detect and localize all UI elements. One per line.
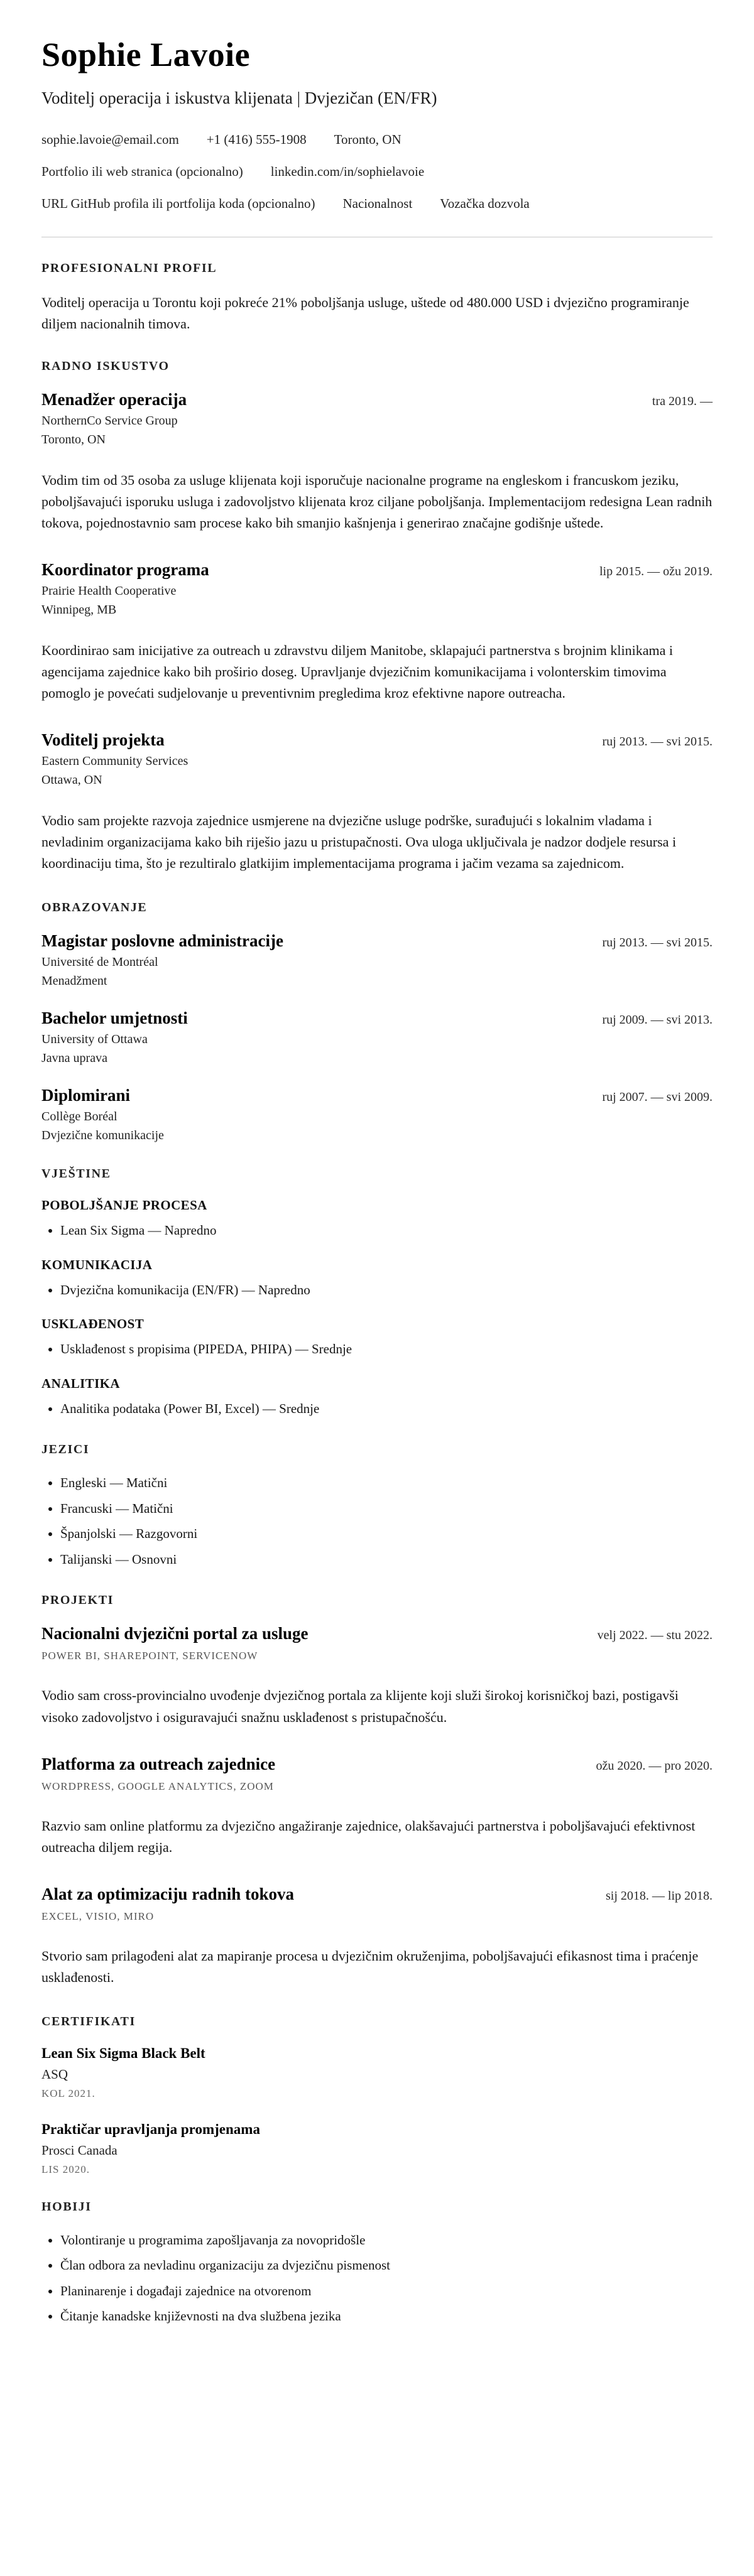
education-school: Collège Boréal <box>41 1110 117 1124</box>
education-dates: ruj 2013. — svi 2015. <box>602 936 713 950</box>
contact-row-3 <box>41 196 713 212</box>
education-degree: Magistar poslovne administracije <box>41 931 283 951</box>
project-entry-head <box>41 1755 713 1774</box>
certification-entry <box>41 2121 713 2176</box>
certification-title: Lean Six Sigma Black Belt <box>41 2045 205 2061</box>
language-item: • Francuski — Matični <box>60 1499 713 1519</box>
person-name: Sophie Lavoie <box>41 36 251 73</box>
contact-phone: +1 (416) 555-1908 <box>206 132 307 148</box>
skill-group <box>41 1376 713 1419</box>
language-item: • Španjolski — Razgovorni <box>60 1524 713 1544</box>
contact-github: URL GitHub profila ili portfolija koda (opcionalno) <box>41 196 315 212</box>
skill-list <box>41 1221 713 1241</box>
project-dates: ožu 2020. — pro 2020. <box>596 1758 713 1773</box>
contact-row-2 <box>41 164 713 180</box>
contact-driving-license: Vozačka dozvola <box>440 196 530 212</box>
skill-item: • Usklađenost s propisima (PIPEDA, PHIPA) — Srednje <box>60 1339 713 1360</box>
contact-linkedin: linkedin.com/in/sophielavoie <box>270 164 425 180</box>
education-school: Université de Montréal <box>41 955 158 970</box>
project-title: Nacionalni dvjezični portal za usluge <box>41 1624 309 1643</box>
section-heading-languages: JEZICI <box>41 1442 90 1457</box>
contact-location: Toronto, ON <box>334 132 402 148</box>
education-entry-head <box>41 1086 713 1105</box>
job-company: Prairie Health Cooperative <box>41 583 177 598</box>
project-dates: sij 2018. — lip 2018. <box>605 1888 713 1903</box>
education-dates: ruj 2009. — svi 2013. <box>602 1013 713 1027</box>
job-entry-head <box>41 390 713 409</box>
job-location: Toronto, ON <box>41 432 106 446</box>
job-title: Menadžer operacija <box>41 389 187 409</box>
contact-row-1 <box>41 132 713 148</box>
job-dates: ruj 2013. — svi 2015. <box>602 735 713 749</box>
section-profile <box>41 261 713 335</box>
certification-org: ASQ <box>41 2066 68 2082</box>
skill-list <box>41 1339 713 1360</box>
certification-entry <box>41 2045 713 2100</box>
job-entry-head <box>41 560 713 580</box>
section-certifications <box>41 2015 713 2176</box>
hobby-item: • Čitanje kanadske književnosti na dva službena jezika <box>60 2307 713 2327</box>
person-headline: Voditelj operacija i iskustva klijenata | Dvjezičan (EN/FR) <box>41 89 437 108</box>
profile-summary: Voditelj operacija u Torontu koji pokreće 21% poboljšanja usluge, uštede od 480.000 USD i dvjezično programiranje diljem nacionalnih timova. <box>41 295 689 332</box>
contact-nationality: Nacionalnost <box>342 196 413 212</box>
skill-group <box>41 1257 713 1301</box>
skill-list <box>41 1399 713 1419</box>
project-entry <box>41 1755 713 1858</box>
education-entry <box>41 931 713 988</box>
skill-item: • Dvjezična komunikacija (EN/FR) — Napredno <box>60 1280 713 1301</box>
section-heading-certifications: CERTIFIKATI <box>41 2014 136 2028</box>
job-entry <box>41 390 713 534</box>
section-experience <box>41 359 713 875</box>
job-title: Koordinator programa <box>41 560 209 579</box>
job-entry <box>41 560 713 704</box>
language-item: • Talijanski — Osnovni <box>60 1550 713 1570</box>
certification-date: KOL 2021. <box>41 2087 96 2099</box>
job-location: Winnipeg, MB <box>41 602 117 617</box>
job-description: Vodim tim od 35 osoba za usluge klijenata koji isporučuje nacionalne programe na engleskom i francuskom jeziku, poboljšavajući isporuku usluga i zadovoljstvo klijenata kroz ciljane poboljšanja. Implementacijom redesigna Lean radnih tokova, pojednostavnio sam procese kako bih smanjio kašnjenja i generirao značajne godišnje uštede. <box>41 472 713 531</box>
skill-group-name: USKLAĐENOST <box>41 1316 145 1332</box>
project-description: Stvorio sam prilagođeni alat za mapiranje procesa u dvjezičnim okruženjima, poboljšavajući efikasnost tima i praćenje usklađenosti. <box>41 1947 699 1985</box>
education-dates: ruj 2007. — svi 2009. <box>602 1090 713 1105</box>
section-heading-skills: VJEŠTINE <box>41 1167 111 1181</box>
job-location: Ottawa, ON <box>41 773 102 787</box>
hobby-item: • Član odbora za nevladinu organizaciju za dvjezičnu pismenost <box>60 2256 713 2276</box>
language-item: • Engleski — Matični <box>60 1473 713 1493</box>
job-company: NorthernCo Service Group <box>41 413 178 428</box>
job-dates: lip 2015. — ožu 2019. <box>599 564 713 578</box>
project-entry-head <box>41 1624 713 1643</box>
education-degree: Bachelor umjetnosti <box>41 1009 188 1028</box>
job-entry-head <box>41 730 713 750</box>
certification-title: Praktičar upravljanja promjenama <box>41 2121 260 2137</box>
project-description: Razvio sam online platformu za dvjezično angažiranje zajednice, olakšavajući partnerstva i poboljšavajući efektivnost outreacha diljem regija. <box>41 1817 696 1855</box>
education-degree: Diplomirani <box>41 1086 131 1105</box>
section-education <box>41 901 713 1143</box>
education-entry-head <box>41 1009 713 1028</box>
contact-portfolio: Portfolio ili web stranica (opcionalno) <box>41 164 243 180</box>
education-field: Dvjezične komunikacije <box>41 1128 164 1143</box>
project-description: Vodio sam cross-provincialno uvođenje dvjezičnog portala za klijente koji služi širokoj korisničkoj bazi, postigavši visoko zadovoljstvo i osiguravajući snažnu usklađenost s pristupačnošću. <box>41 1687 679 1725</box>
hobby-item: • Planinarenje i događaji zajednice na otvorenom <box>60 2281 713 2302</box>
certification-date: LIS 2020. <box>41 2163 90 2175</box>
education-field: Javna uprava <box>41 1051 107 1066</box>
project-tools: POWER BI, SHAREPOINT, SERVICENOW <box>41 1650 258 1662</box>
certification-org: Prosci Canada <box>41 2142 117 2158</box>
section-hobbies <box>41 2200 713 2327</box>
education-entry <box>41 1086 713 1143</box>
resume-header <box>41 36 713 237</box>
skill-group <box>41 1198 713 1241</box>
education-school: University of Ottawa <box>41 1032 148 1047</box>
language-list <box>41 1473 713 1569</box>
education-entry-head <box>41 931 713 951</box>
hobby-item: • Volontiranje u programima zapošljavanja za novopridošle <box>60 2231 713 2251</box>
contact-email: sophie.lavoie@email.com <box>41 132 179 148</box>
section-languages <box>41 1442 713 1569</box>
project-entry-head <box>41 1885 713 1904</box>
job-entry <box>41 730 713 874</box>
hobby-list <box>41 2231 713 2327</box>
section-heading-experience: RADNO ISKUSTVO <box>41 359 170 373</box>
project-entry <box>41 1624 713 1728</box>
skill-group-name: POBOLJŠANJE PROCESA <box>41 1198 207 1213</box>
project-tools: EXCEL, VISIO, MIRO <box>41 1910 155 1922</box>
project-tools: WORDPRESS, GOOGLE ANALYTICS, ZOOM <box>41 1780 274 1792</box>
education-field: Menadžment <box>41 974 107 988</box>
skill-item: • Analitika podataka (Power BI, Excel) — Srednje <box>60 1399 713 1419</box>
job-company: Eastern Community Services <box>41 754 188 769</box>
section-heading-hobbies: HOBIJI <box>41 2199 92 2214</box>
skill-group <box>41 1316 713 1360</box>
section-heading-profile: PROFESIONALNI PROFIL <box>41 261 217 276</box>
project-title: Alat za optimizaciju radnih tokova <box>41 1884 294 1903</box>
section-skills <box>41 1167 713 1419</box>
skill-group-name: ANALITIKA <box>41 1375 120 1391</box>
education-entry <box>41 1009 713 1066</box>
section-heading-projects: PROJEKTI <box>41 1593 114 1608</box>
project-dates: velj 2022. — stu 2022. <box>597 1628 713 1643</box>
project-entry <box>41 1885 713 1988</box>
skill-item: • Lean Six Sigma — Napredno <box>60 1221 713 1241</box>
skill-group-name: KOMUNIKACIJA <box>41 1257 153 1272</box>
job-description: Vodio sam projekte razvoja zajednice usmjerene na dvjezične usluge podrške, surađujući s lokalnim vladama i nevladinim organizacijama kako bih riješio jazu u pristupačnosti. Ova uloga uključivala je nadzor dodjele resursa i koordinaciju tima, što je rezultiralo glatkijim implementacijama programa i jačim vezama sa zajednicom. <box>41 813 677 872</box>
skill-list <box>41 1280 713 1301</box>
section-projects <box>41 1593 713 1988</box>
job-description: Koordinirao sam inicijative za outreach u zdravstvu diljem Manitobe, sklapajući partnerstva s brojnim klinikama i agencijama zajednice kako bih proširio doseg. Upravljanje dvjezičnim komunikacijama i volonterskim timovima pomoglo je povećati sudjelovanje u preventivnim pregledima kroz efektivne napore outreacha. <box>41 642 673 701</box>
job-dates: tra 2019. — <box>652 394 713 408</box>
project-title: Platforma za outreach zajednice <box>41 1754 276 1773</box>
job-title: Voditelj projekta <box>41 730 165 750</box>
section-heading-education: OBRAZOVANJE <box>41 901 148 915</box>
